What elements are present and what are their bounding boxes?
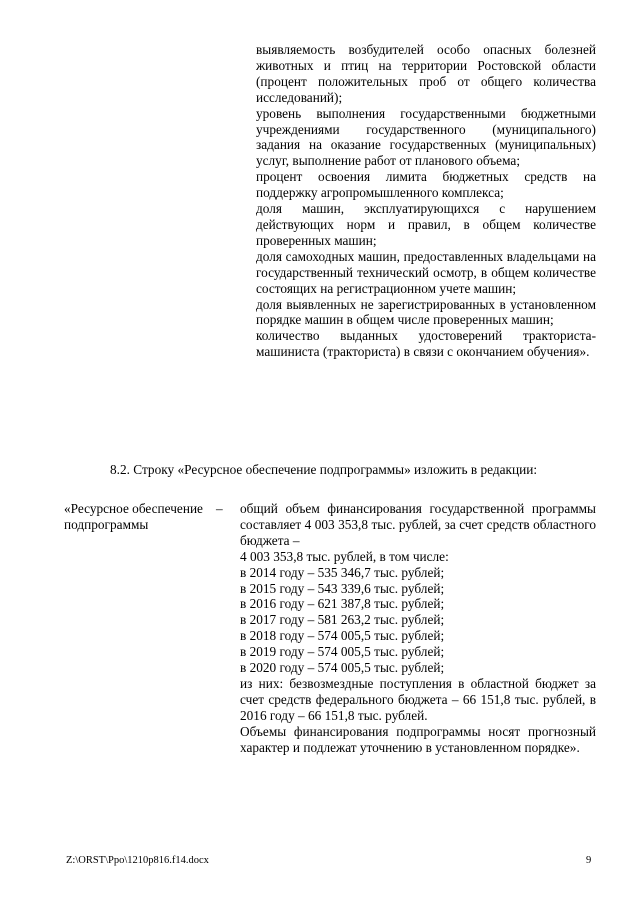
funding-year: в 2019 году – 574 005,5 тыс. рублей; bbox=[240, 644, 445, 660]
indicator-item: уровень выполнения государственными бюджетными учреждениями государственного (муниципального) задания на оказание государственных (муниципальных) услуг, выполнение работ от планового объема; bbox=[256, 105, 596, 169]
indicator-item: выявляемость возбудителей особо опасных болезней животных и птиц на территории Ростовской области (процент положительных проб от общего количества исследований); bbox=[256, 42, 596, 105]
funding-year: в 2014 году – 535 346,7 тыс. рублей; bbox=[240, 564, 445, 580]
page-number: 9 bbox=[586, 855, 592, 866]
funding-block bbox=[240, 501, 596, 756]
indicator-item: процент освоения лимита бюджетных средств на поддержку агропромышленного комплекса; bbox=[256, 169, 596, 201]
funding-note: Объемы финансирования подпрограммы носят прогнозный характер и подлежат уточнению в установленном порядке». bbox=[240, 723, 596, 755]
funding-year: в 2020 году – 574 005,5 тыс. рублей; bbox=[240, 660, 445, 676]
indicator-item: количество выданных удостоверений тракториста-машиниста (тракториста) в связи с окончанием обучения». bbox=[256, 328, 596, 360]
footer-file-path: Z:\ORST\Ppo\1210p816.f14.docx bbox=[66, 855, 209, 866]
funding-federal: из них: безвозмездные поступления в областной бюджет за счет средств федерального бюджета – 66 151,8 тыс. рублей, в 2016 году – 66 151,8 тыс. рублей. bbox=[240, 675, 596, 723]
funding-year: в 2015 году – 543 339,6 тыс. рублей; bbox=[240, 580, 445, 596]
indicator-item: доля машин, эксплуатирующихся с нарушением действующих норм и правил, в общем количестве проверенных машин; bbox=[256, 201, 596, 248]
row-label: «Ресурсное обеспечение подпрограммы bbox=[64, 501, 203, 532]
funding-year: в 2016 году – 621 387,8 тыс. рублей; bbox=[240, 596, 445, 612]
indicators-list bbox=[256, 42, 596, 360]
row-dash: – bbox=[216, 501, 223, 516]
funding-intro: общий объем финансирования государственной программы составляет 4 003 353,8 тыс. рублей, за счет средств областного бюджета – bbox=[240, 501, 596, 548]
funding-total: 4 003 353,8 тыс. рублей, в том числе: bbox=[240, 548, 449, 564]
section-heading: 8.2. Строку «Ресурсное обеспечение подпрограммы» изложить в редакции: bbox=[110, 462, 538, 477]
funding-year: в 2017 году – 581 263,2 тыс. рублей; bbox=[240, 612, 445, 628]
funding-year: в 2018 году – 574 005,5 тыс. рублей; bbox=[240, 628, 445, 644]
indicator-item: доля самоходных машин, предоставленных владельцами на государственный технический осмотр, в общем количестве состоящих на регистрационном учете машин; bbox=[256, 248, 596, 296]
indicator-item: доля выявленных не зарегистрированных в установленном порядке машин в общем числе проверенных машин; bbox=[256, 296, 596, 328]
